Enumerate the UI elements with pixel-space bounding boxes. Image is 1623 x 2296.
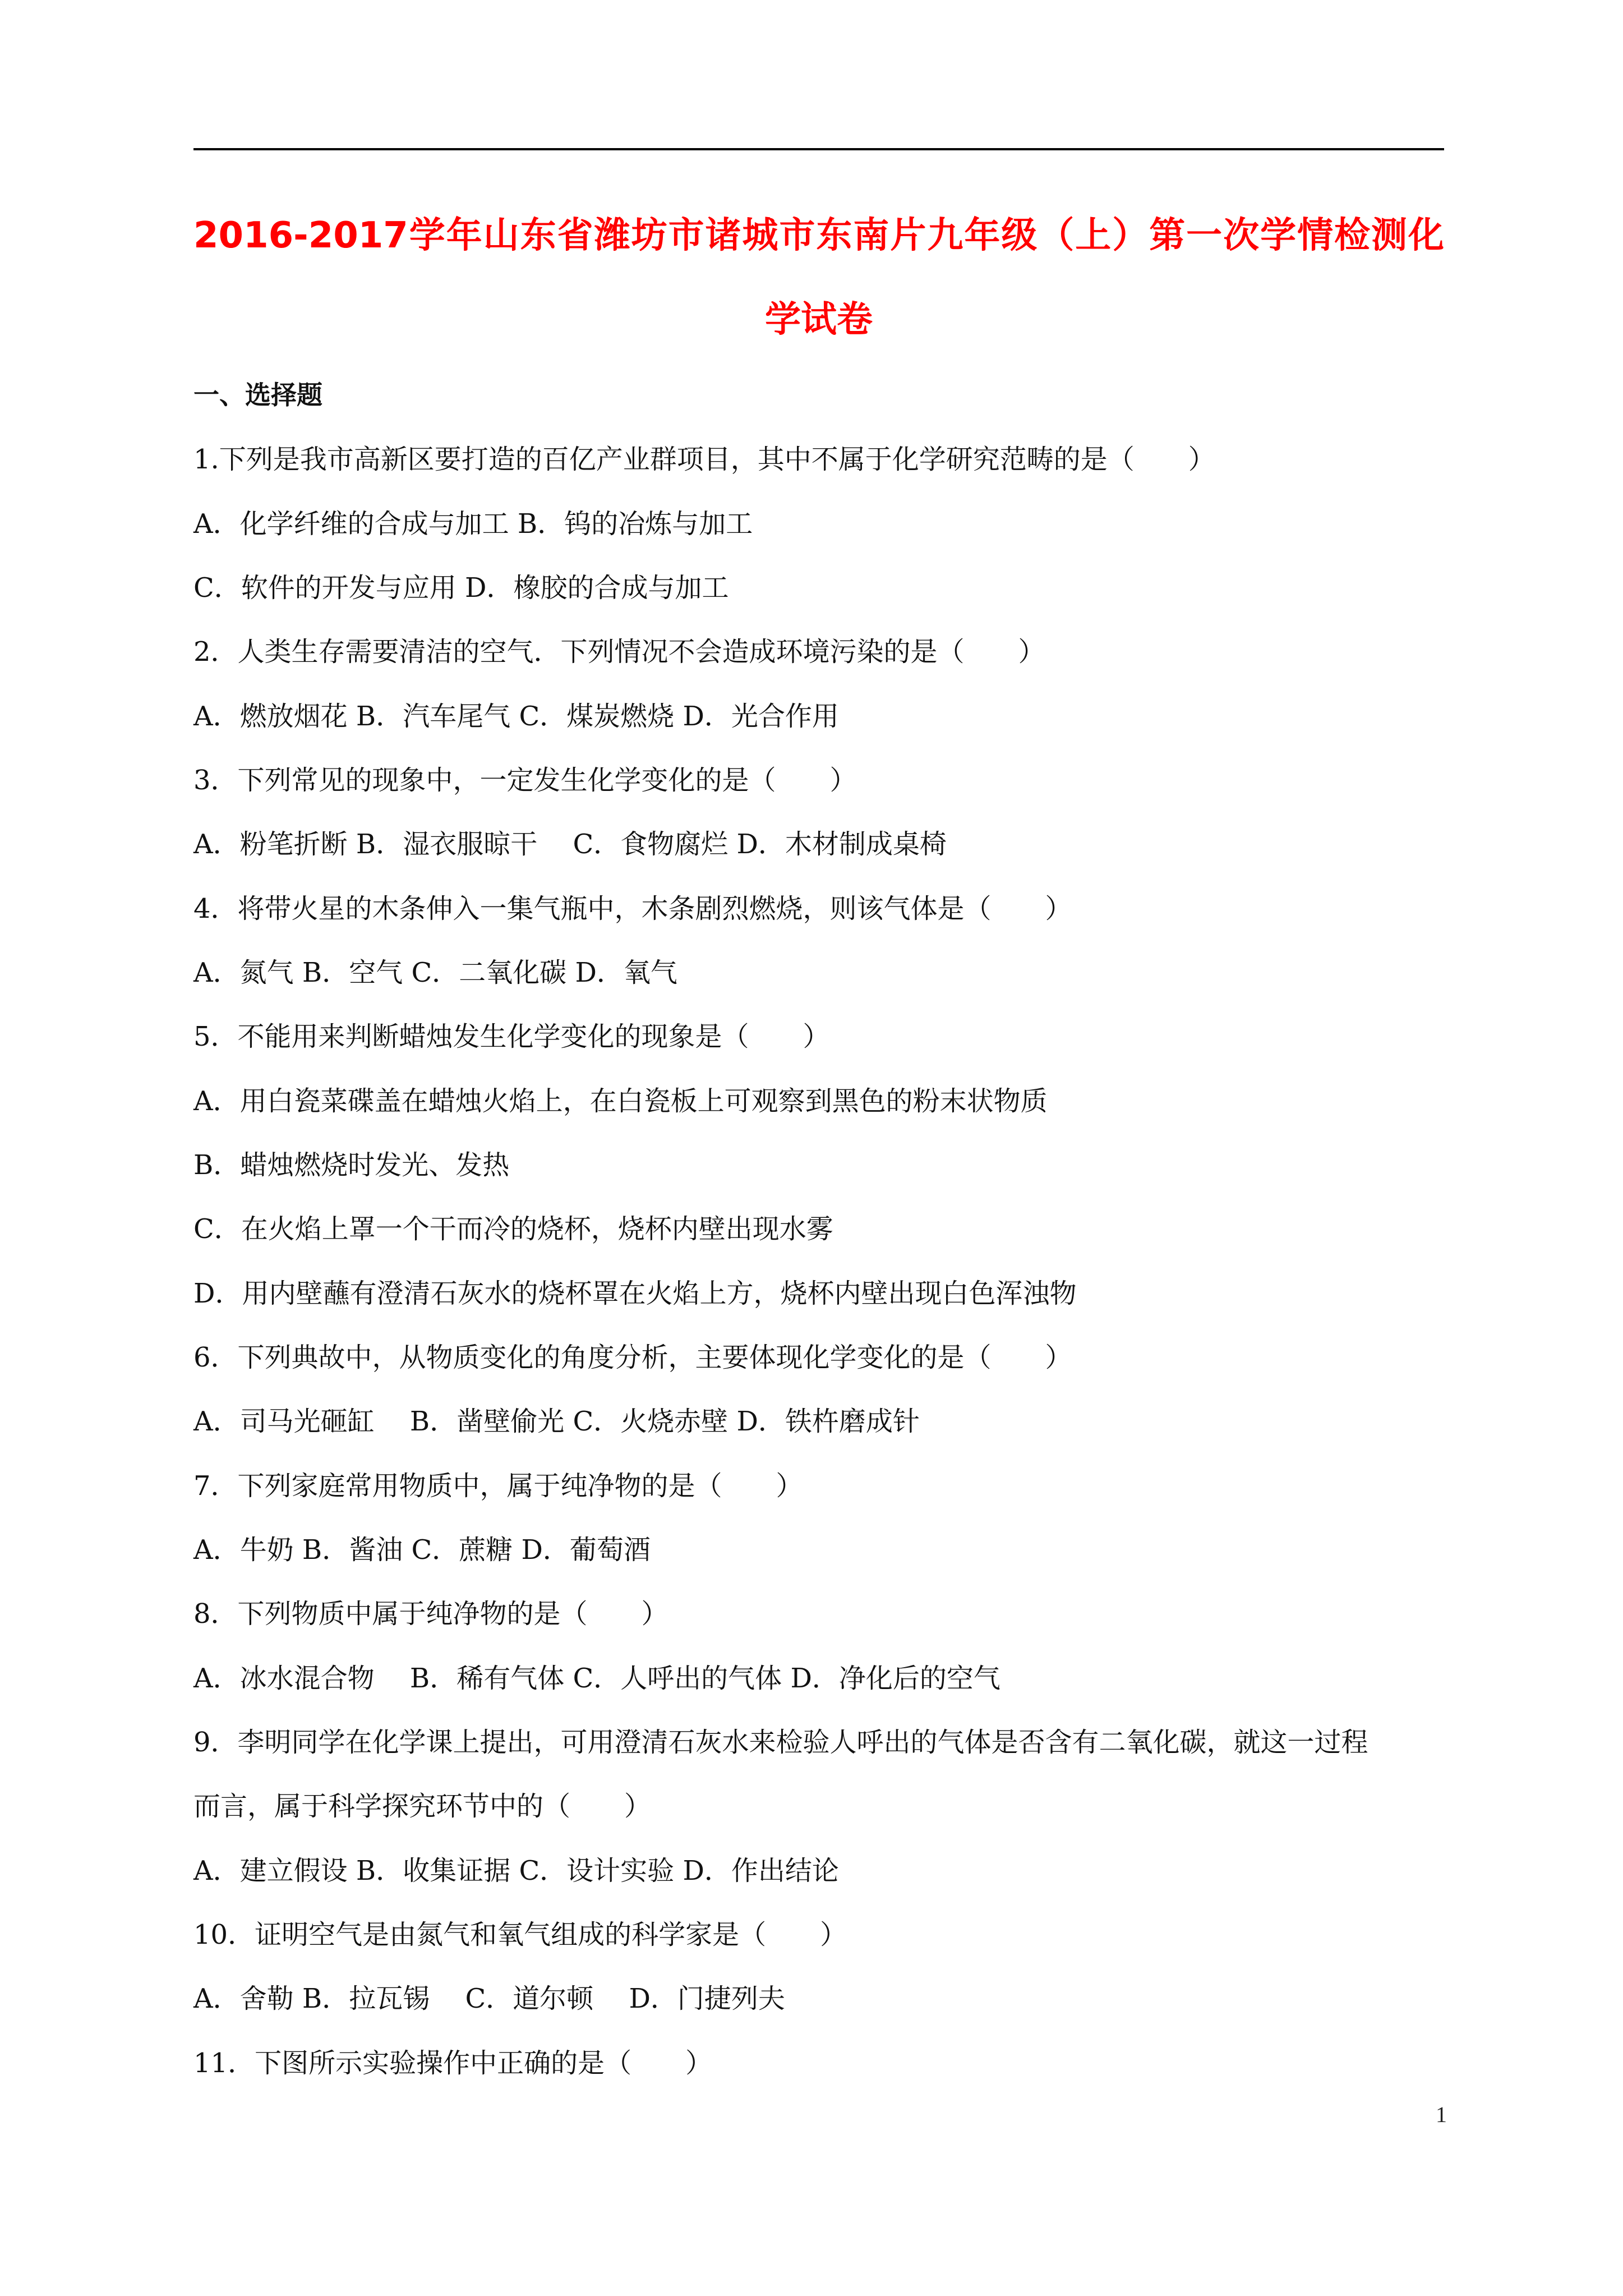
question-5-option-a: A．用白瓷菜碟盖在蜡烛火焰上，在白瓷板上可观察到黑色的粉末状物质 <box>193 1085 1048 1117</box>
question-5-option-d: D．用内壁蘸有澄清石灰水的烧杯罩在火焰上方，烧杯内壁出现白色浑浊物 <box>193 1278 1077 1309</box>
question-10: 10．证明空气是由氮气和氧气组成的科学家是（ ） <box>193 1919 847 1950</box>
question-2: 2．人类生存需要清洁的空气．下列情况不会造成环境污染的是（ ） <box>193 636 1045 668</box>
question-3: 3．下列常见的现象中，一定发生化学变化的是（ ） <box>193 765 857 796</box>
question-3-options: A．粉笔折断 B．湿衣服晾干 C．食物腐烂 D．木材制成桌椅 <box>193 829 947 860</box>
question-10-options: A．舍勒 B．拉瓦锡 C．道尔顿 D．门捷列夫 <box>193 1983 785 2014</box>
question-8-options: A．冰水混合物 B．稀有气体 C．人呼出的气体 D．净化后的空气 <box>193 1663 1000 1694</box>
question-5-option-c: C．在火焰上罩一个干而冷的烧杯，烧杯内壁出现水雾 <box>193 1213 833 1245</box>
question-8: 8．下列物质中属于纯净物的是（ ） <box>193 1598 668 1630</box>
question-7: 7．下列家庭常用物质中，属于纯净物的是（ ） <box>193 1470 803 1502</box>
question-4: 4．将带火星的木条伸入一集气瓶中，木条剧烈燃烧，则该气体是（ ） <box>193 893 1072 924</box>
question-9-options: A．建立假设 B．收集证据 C．设计实验 D．作出结论 <box>193 1855 839 1887</box>
question-11: 11．下图所示实验操作中正确的是（ ） <box>193 2047 713 2079</box>
question-1-options-cd: C．软件的开发与应用 D．橡胶的合成与加工 <box>193 572 729 604</box>
question-2-options: A．燃放烟花 B．汽车尾气 C．煤炭燃烧 D．光合作用 <box>193 701 839 732</box>
question-6-options: A．司马光砸缸 B．凿壁偷光 C．火烧赤壁 D．铁杵磨成针 <box>193 1406 920 1437</box>
document-title-line-2: 学试卷 <box>765 299 873 341</box>
question-9-line-1: 9．李明同学在化学课上提出，可用澄清石灰水来检验人呼出的气体是否含有二氧化碳，就这一过程 <box>193 1727 1368 1758</box>
question-5-option-b: B．蜡烛燃烧时发光、发热 <box>193 1149 510 1181</box>
section-heading: 一、选择题 <box>193 380 322 410</box>
question-4-options: A．氮气 B．空气 C．二氧化碳 D．氧气 <box>193 957 677 988</box>
document-title-line-1: 2016-2017学年山东省潍坊市诸城市东南片九年级（上）第一次学情检测化 <box>193 215 1444 256</box>
question-7-options: A．牛奶 B．酱油 C．蔗糖 D．葡萄酒 <box>193 1534 651 1566</box>
header-rule <box>193 148 1444 150</box>
question-5: 5．不能用来判断蜡烛发生化学变化的现象是（ ） <box>193 1021 830 1052</box>
question-1: 1.下列是我市高新区要打造的百亿产业群项目，其中不属于化学研究范畴的是（ ） <box>193 444 1215 475</box>
question-9-line-2: 而言，属于科学探究环节中的（ ） <box>193 1791 652 1822</box>
question-1-options-ab: A．化学纤维的合成与加工 B．钨的冶炼与加工 <box>193 508 753 540</box>
question-6: 6．下列典故中，从物质变化的角度分析，主要体现化学变化的是（ ） <box>193 1342 1072 1373</box>
page-number: 1 <box>1436 2102 1447 2127</box>
